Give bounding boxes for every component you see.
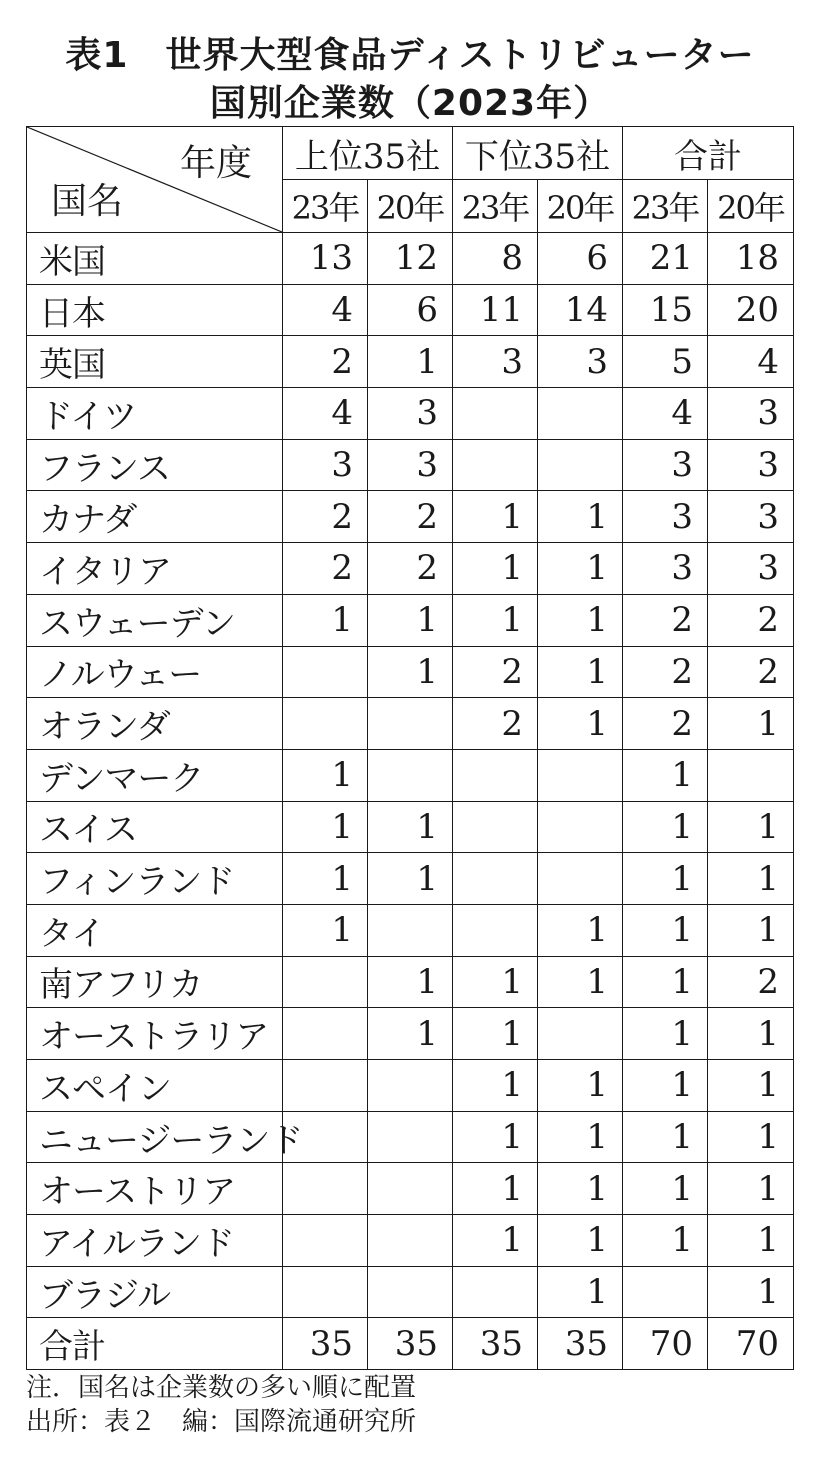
value-cell: 1 bbox=[708, 1060, 794, 1112]
country-cell: オランダ bbox=[27, 698, 283, 750]
country-cell: ブラジル bbox=[27, 1266, 283, 1318]
value-cell: 1 bbox=[708, 1163, 794, 1215]
group-header-top35: 上位35社 bbox=[283, 127, 453, 180]
value-cell: 1 bbox=[453, 1163, 538, 1215]
value-cell bbox=[368, 698, 453, 750]
value-cell: 3 bbox=[623, 491, 708, 543]
value-cell: 2 bbox=[708, 594, 794, 646]
value-cell: 1 bbox=[453, 1111, 538, 1163]
value-cell: 1 bbox=[708, 853, 794, 905]
value-cell bbox=[538, 801, 623, 853]
value-cell: 1 bbox=[623, 749, 708, 801]
year-header: 20年 bbox=[538, 180, 623, 233]
value-cell: 2 bbox=[368, 543, 453, 595]
table-body bbox=[27, 233, 794, 1370]
footnote: 注．国名は企業数の多い順に配置 bbox=[26, 1373, 417, 1403]
value-cell: 1 bbox=[623, 1215, 708, 1267]
value-cell: 35 bbox=[453, 1318, 538, 1370]
country-cell: 英国 bbox=[27, 336, 283, 388]
value-cell: 12 bbox=[368, 233, 453, 285]
country-cell: フィンランド bbox=[27, 853, 283, 905]
table-row bbox=[27, 284, 794, 336]
value-cell: 2 bbox=[708, 956, 794, 1008]
value-cell: 1 bbox=[623, 1163, 708, 1215]
value-cell bbox=[283, 1163, 368, 1215]
source-note: 出所：表２ 編：国際流通研究所 bbox=[26, 1407, 417, 1437]
country-cell: イタリア bbox=[27, 543, 283, 595]
value-cell: 2 bbox=[283, 491, 368, 543]
year-header: 23年 bbox=[623, 180, 708, 233]
value-cell: 1 bbox=[283, 853, 368, 905]
value-cell: 1 bbox=[538, 646, 623, 698]
country-cell: スペイン bbox=[27, 1060, 283, 1112]
distributor-country-table bbox=[26, 126, 794, 1370]
value-cell: 1 bbox=[453, 491, 538, 543]
value-cell: 35 bbox=[538, 1318, 623, 1370]
table-row bbox=[27, 491, 794, 543]
value-cell bbox=[453, 388, 538, 440]
value-cell: 21 bbox=[623, 233, 708, 285]
value-cell bbox=[283, 1215, 368, 1267]
value-cell: 6 bbox=[538, 233, 623, 285]
value-cell: 1 bbox=[538, 1266, 623, 1318]
value-cell: 1 bbox=[283, 594, 368, 646]
value-cell: 2 bbox=[368, 491, 453, 543]
value-cell bbox=[453, 853, 538, 905]
value-cell bbox=[368, 749, 453, 801]
total-row bbox=[27, 1318, 794, 1370]
value-cell: 18 bbox=[708, 233, 794, 285]
value-cell: 2 bbox=[283, 543, 368, 595]
table-row bbox=[27, 543, 794, 595]
country-cell: カナダ bbox=[27, 491, 283, 543]
value-cell: 3 bbox=[368, 439, 453, 491]
value-cell: 1 bbox=[453, 1215, 538, 1267]
value-cell bbox=[283, 698, 368, 750]
value-cell bbox=[283, 1266, 368, 1318]
corner-label-year: 年度 bbox=[179, 143, 252, 184]
value-cell: 1 bbox=[538, 1163, 623, 1215]
table-row bbox=[27, 439, 794, 491]
value-cell: 2 bbox=[708, 646, 794, 698]
value-cell: 3 bbox=[538, 336, 623, 388]
value-cell bbox=[538, 1008, 623, 1060]
value-cell: 2 bbox=[283, 336, 368, 388]
value-cell: 5 bbox=[623, 336, 708, 388]
value-cell: 1 bbox=[283, 749, 368, 801]
value-cell: 3 bbox=[623, 439, 708, 491]
value-cell bbox=[538, 439, 623, 491]
value-cell: 4 bbox=[623, 388, 708, 440]
value-cell: 1 bbox=[623, 1060, 708, 1112]
table-row bbox=[27, 1163, 794, 1215]
value-cell bbox=[368, 1060, 453, 1112]
group-header-total: 合計 bbox=[623, 127, 794, 180]
value-cell: 1 bbox=[623, 956, 708, 1008]
country-cell: ニュージーランド bbox=[27, 1111, 283, 1163]
table-row bbox=[27, 1266, 794, 1318]
value-cell: 15 bbox=[623, 284, 708, 336]
country-cell: スイス bbox=[27, 801, 283, 853]
value-cell bbox=[538, 388, 623, 440]
value-cell: 1 bbox=[368, 594, 453, 646]
table-row bbox=[27, 1008, 794, 1060]
country-cell: デンマーク bbox=[27, 749, 283, 801]
table-row bbox=[27, 1111, 794, 1163]
table-row bbox=[27, 1060, 794, 1112]
value-cell: 1 bbox=[453, 956, 538, 1008]
value-cell: 2 bbox=[453, 646, 538, 698]
country-cell: 日本 bbox=[27, 284, 283, 336]
value-cell: 4 bbox=[283, 284, 368, 336]
value-cell: 1 bbox=[623, 1008, 708, 1060]
value-cell: 35 bbox=[368, 1318, 453, 1370]
country-cell: フランス bbox=[27, 439, 283, 491]
country-cell: ノルウェー bbox=[27, 646, 283, 698]
country-cell: アイルランド bbox=[27, 1215, 283, 1267]
value-cell: 11 bbox=[453, 284, 538, 336]
value-cell bbox=[538, 749, 623, 801]
value-cell: 1 bbox=[708, 1266, 794, 1318]
value-cell: 1 bbox=[623, 853, 708, 905]
value-cell: 1 bbox=[368, 1008, 453, 1060]
value-cell: 1 bbox=[453, 1060, 538, 1112]
value-cell: 1 bbox=[708, 1111, 794, 1163]
value-cell: 1 bbox=[283, 801, 368, 853]
value-cell: 70 bbox=[708, 1318, 794, 1370]
value-cell bbox=[368, 1266, 453, 1318]
value-cell bbox=[453, 801, 538, 853]
value-cell: 3 bbox=[283, 439, 368, 491]
year-header: 20年 bbox=[708, 180, 794, 233]
value-cell: 2 bbox=[623, 698, 708, 750]
value-cell: 1 bbox=[623, 904, 708, 956]
value-cell: 3 bbox=[453, 336, 538, 388]
value-cell: 1 bbox=[538, 491, 623, 543]
value-cell bbox=[708, 749, 794, 801]
country-cell: ドイツ bbox=[27, 388, 283, 440]
value-cell: 1 bbox=[708, 1008, 794, 1060]
value-cell: 2 bbox=[623, 646, 708, 698]
year-header: 23年 bbox=[283, 180, 368, 233]
value-cell: 35 bbox=[283, 1318, 368, 1370]
year-header: 23年 bbox=[453, 180, 538, 233]
value-cell bbox=[453, 439, 538, 491]
value-cell bbox=[368, 1215, 453, 1267]
value-cell bbox=[538, 853, 623, 905]
value-cell: 2 bbox=[453, 698, 538, 750]
value-cell bbox=[283, 1060, 368, 1112]
value-cell: 1 bbox=[538, 1111, 623, 1163]
value-cell: 2 bbox=[623, 594, 708, 646]
value-cell: 3 bbox=[368, 388, 453, 440]
value-cell: 1 bbox=[368, 336, 453, 388]
value-cell: 3 bbox=[708, 388, 794, 440]
value-cell bbox=[453, 1266, 538, 1318]
value-cell: 4 bbox=[283, 388, 368, 440]
table-row bbox=[27, 388, 794, 440]
value-cell: 3 bbox=[708, 439, 794, 491]
value-cell: 1 bbox=[538, 904, 623, 956]
value-cell: 1 bbox=[368, 853, 453, 905]
table-row bbox=[27, 853, 794, 905]
table-row bbox=[27, 749, 794, 801]
value-cell: 1 bbox=[538, 594, 623, 646]
value-cell: 1 bbox=[283, 904, 368, 956]
value-cell: 1 bbox=[368, 646, 453, 698]
table-row bbox=[27, 956, 794, 1008]
value-cell: 1 bbox=[538, 698, 623, 750]
value-cell: 6 bbox=[368, 284, 453, 336]
value-cell: 3 bbox=[623, 543, 708, 595]
country-cell: 米国 bbox=[27, 233, 283, 285]
value-cell bbox=[623, 1266, 708, 1318]
value-cell: 4 bbox=[708, 336, 794, 388]
table-row bbox=[27, 233, 794, 285]
value-cell: 1 bbox=[453, 543, 538, 595]
country-cell: スウェーデン bbox=[27, 594, 283, 646]
corner-header bbox=[27, 127, 283, 233]
value-cell: 1 bbox=[368, 801, 453, 853]
value-cell bbox=[368, 1163, 453, 1215]
country-cell: オーストリア bbox=[27, 1163, 283, 1215]
value-cell: 1 bbox=[538, 543, 623, 595]
value-cell: 1 bbox=[623, 1111, 708, 1163]
table-title-line2: 国別企業数（2023年） bbox=[209, 83, 611, 124]
table-row bbox=[27, 801, 794, 853]
country-cell: 南アフリカ bbox=[27, 956, 283, 1008]
table-row bbox=[27, 336, 794, 388]
value-cell bbox=[453, 904, 538, 956]
value-cell: 1 bbox=[708, 1215, 794, 1267]
value-cell: 13 bbox=[283, 233, 368, 285]
value-cell: 20 bbox=[708, 284, 794, 336]
value-cell: 1 bbox=[623, 801, 708, 853]
value-cell: 1 bbox=[708, 904, 794, 956]
country-cell: 合計 bbox=[27, 1318, 283, 1370]
value-cell: 3 bbox=[708, 543, 794, 595]
value-cell: 1 bbox=[538, 1215, 623, 1267]
value-cell: 70 bbox=[623, 1318, 708, 1370]
country-cell: タイ bbox=[27, 904, 283, 956]
country-cell: オーストラリア bbox=[27, 1008, 283, 1060]
value-cell: 1 bbox=[538, 956, 623, 1008]
table-row bbox=[27, 1215, 794, 1267]
value-cell bbox=[283, 956, 368, 1008]
value-cell bbox=[283, 1008, 368, 1060]
value-cell: 1 bbox=[538, 1060, 623, 1112]
value-cell bbox=[453, 749, 538, 801]
value-cell bbox=[283, 646, 368, 698]
table-row bbox=[27, 698, 794, 750]
value-cell: 3 bbox=[708, 491, 794, 543]
table-row bbox=[27, 904, 794, 956]
value-cell: 14 bbox=[538, 284, 623, 336]
corner-label-country: 国名 bbox=[51, 181, 124, 222]
table-row bbox=[27, 594, 794, 646]
group-header-bottom35: 下位35社 bbox=[453, 127, 623, 180]
value-cell: 1 bbox=[368, 956, 453, 1008]
value-cell: 1 bbox=[708, 698, 794, 750]
table-title-line1: 表1 世界大型食品ディストリビューター bbox=[65, 35, 755, 76]
value-cell: 8 bbox=[453, 233, 538, 285]
value-cell bbox=[368, 904, 453, 956]
value-cell: 1 bbox=[708, 801, 794, 853]
year-header: 20年 bbox=[368, 180, 453, 233]
table-row bbox=[27, 646, 794, 698]
value-cell: 1 bbox=[453, 1008, 538, 1060]
value-cell bbox=[368, 1111, 453, 1163]
value-cell: 1 bbox=[453, 594, 538, 646]
